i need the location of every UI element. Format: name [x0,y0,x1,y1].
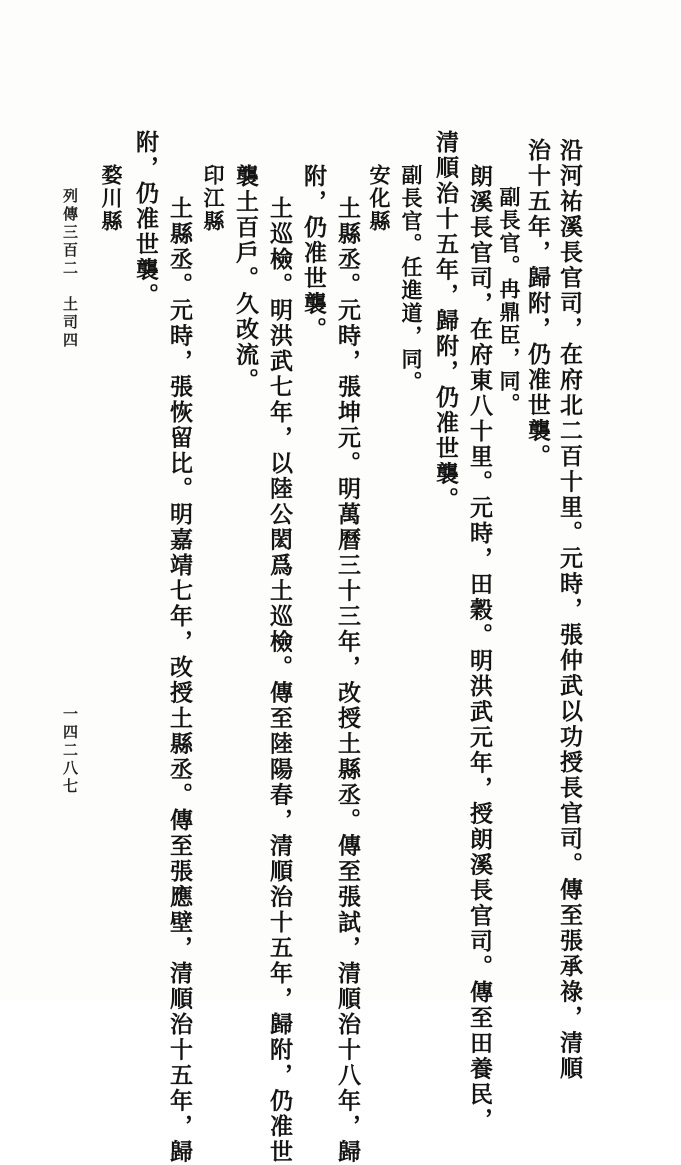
text-column-5: 清順治十五年，歸附，仍准世襲。 [432,130,459,513]
text-column-11: 襲土百戶。久改流。 [232,164,259,394]
text-column-14: 附，仍准世襲。 [132,130,159,309]
section-heading-wuchuan: 婺川縣 [99,164,124,233]
running-header-section: 土司四 [61,296,79,350]
section-heading-anhua: 安化縣 [367,164,392,233]
text-column-4: 朗溪長官司，在府東八十里。元時，田穀。明洪武元年，授朗溪長官司。傳至田養民， [466,164,493,1133]
text-column-8: 土縣丞。元時，張坤元。明萬曆三十三年，改授土縣丞。傳至張試，清順治十八年，歸 [334,196,361,1165]
page-number: 一四二八七 [61,706,79,796]
text-column-13: 土縣丞。元時，張恢留比。明嘉靖七年，改授土縣丞。傳至張應壁，清順治十五年，歸 [166,196,193,1165]
text-column-10: 土巡檢。明洪武七年，以陸公閎爲土巡檢。傳至陸陽春，清順治十五年，歸附，仍准世 [266,196,293,1165]
text-column-1: 沿河祐溪長官司，在府北二百十里。元時，張仲武以功授長官司。傳至張承祿，清順 [556,138,583,1082]
running-header-juan: 列傳三百二 [61,188,79,278]
text-column-6: 副長官。任進道，同。 [399,164,424,394]
text-column-9: 附，仍准世襲。 [300,164,327,343]
text-column-3: 副長官。冉鼎臣，同。 [497,186,522,416]
section-heading-yinjiang: 印江縣 [201,164,226,233]
text-column-2: 治十五年，歸附，仍准世襲。 [524,138,551,470]
